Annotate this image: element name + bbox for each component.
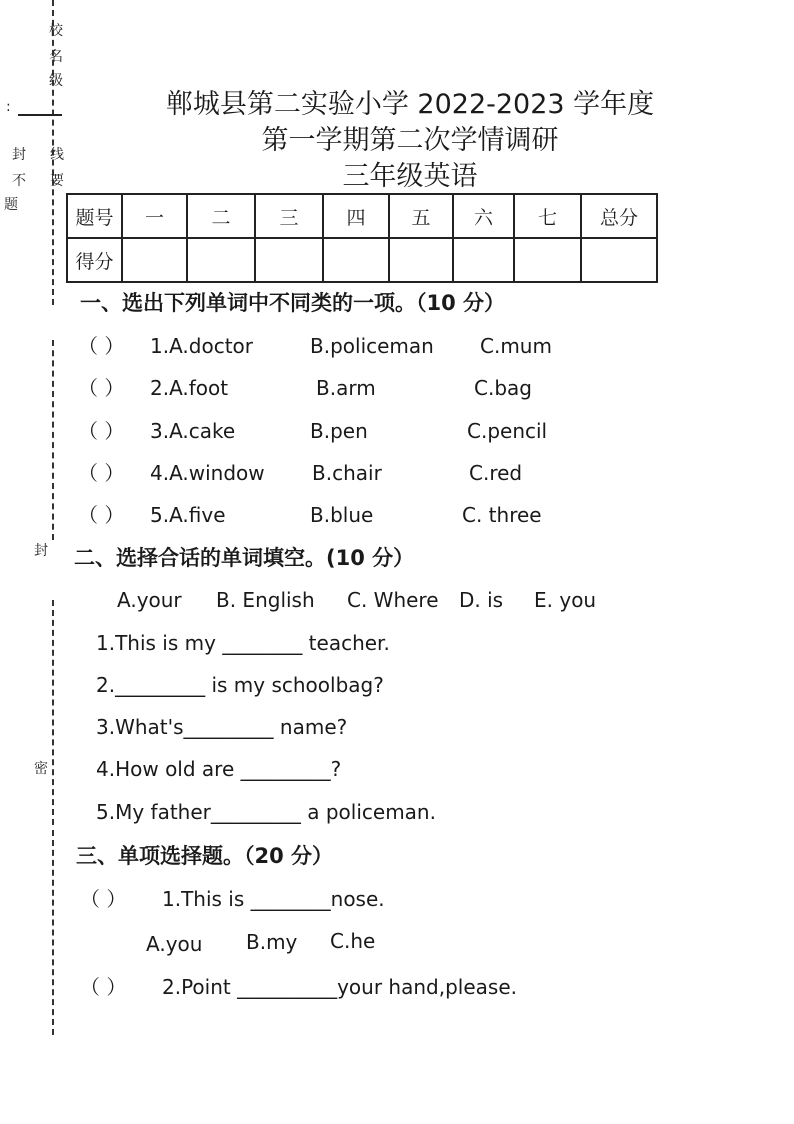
score-value-row	[67, 238, 657, 282]
margin-char-bu: 不	[12, 173, 26, 189]
margin-char-grade: 级	[49, 73, 63, 89]
answer-blank[interactable]: （ ）	[80, 887, 127, 911]
score-input-cell[interactable]	[323, 238, 389, 282]
score-input-cell[interactable]	[581, 238, 657, 282]
s1-q2-option-b: B.arm	[316, 376, 376, 400]
section-2-title: 二、选择合话的单词填空。(10 分）	[74, 546, 415, 570]
margin-char-name: 名	[49, 49, 63, 65]
margin-dash-line-3	[52, 600, 54, 825]
s3-q1-option-c: C.he	[330, 929, 376, 953]
margin-char-xian: 线	[50, 147, 64, 163]
s2-option-a: A.your	[117, 588, 182, 612]
s2-question-5: 5.My father_________ a policeman.	[96, 800, 436, 824]
section-3-title: 三、单项选择题。（20 分）	[76, 844, 334, 868]
s1-q2-option-a: 2.A.foot	[150, 376, 229, 400]
s2-option-b: B. English	[216, 588, 315, 612]
s1-q4-option-c: C.red	[469, 461, 523, 485]
s2-question-1: 1.This is my ________ teacher.	[96, 631, 390, 655]
score-header-cell: 七	[514, 194, 581, 238]
answer-blank[interactable]: （ ）	[80, 975, 127, 999]
s3-question-2: 2.Point __________your hand,please.	[162, 975, 517, 999]
margin-colon: :	[6, 99, 11, 115]
score-header-cell: 一	[122, 194, 187, 238]
score-header-cell: 二	[187, 194, 255, 238]
s2-question-4: 4.How old are _________?	[96, 757, 342, 781]
section-1-title: 一、选出下列单词中不同类的一项。（10 分）	[80, 291, 506, 315]
s2-option-e: E. you	[534, 588, 597, 612]
s1-q2-option-c: C.bag	[474, 376, 532, 400]
score-input-cell[interactable]	[514, 238, 581, 282]
s3-q1-option-a: A.you	[146, 932, 203, 956]
margin-secret-char: 密	[34, 761, 48, 777]
score-header-row	[67, 194, 657, 238]
s1-q1-option-c: C.mum	[480, 334, 552, 358]
answer-blank[interactable]: （ ）	[78, 419, 125, 443]
score-header-cell: 题号	[67, 194, 122, 238]
score-header-cell: 四	[323, 194, 389, 238]
score-header-cell: 三	[255, 194, 323, 238]
margin-char-ti: 题	[4, 197, 18, 213]
answer-blank[interactable]: （ ）	[78, 376, 125, 400]
s1-q3-option-a: 3.A.cake	[150, 419, 236, 443]
margin-char-school: 校	[49, 23, 63, 39]
s1-q5-option-c: C. three	[462, 503, 542, 527]
s3-q1-option-b: B.my	[246, 930, 298, 954]
answer-blank[interactable]: （ ）	[78, 461, 125, 485]
s2-option-c: C. Where	[347, 588, 439, 612]
title-line-3: 三年级英语	[342, 161, 478, 192]
s3-question-1: 1.This is ________nose.	[162, 887, 385, 911]
score-input-cell[interactable]	[187, 238, 255, 282]
score-input-cell[interactable]	[122, 238, 187, 282]
margin-dash-line-2	[52, 340, 54, 540]
s1-q1-option-a: 1.A.doctor	[150, 334, 253, 358]
answer-blank[interactable]: （ ）	[78, 503, 125, 527]
margin-dash-line-4	[52, 830, 54, 1035]
margin-seal-char: 封	[34, 543, 48, 559]
score-row-label: 得分	[67, 238, 122, 282]
s1-q1-option-b: B.policeman	[310, 334, 434, 358]
s2-question-3: 3.What's_________ name?	[96, 715, 348, 739]
margin-char-yao: 要	[50, 173, 64, 189]
s1-q4-option-a: 4.A.window	[150, 461, 265, 485]
score-input-cell[interactable]	[389, 238, 453, 282]
s1-q5-option-a: 5.A.five	[150, 503, 226, 527]
s1-q4-option-b: B.chair	[312, 461, 382, 485]
score-table	[66, 193, 658, 283]
title-line-1: 郸城县第二实验小学 2022-2023 学年度	[165, 89, 655, 120]
s2-option-d: D. is	[459, 588, 504, 612]
s1-q5-option-b: B.blue	[310, 503, 374, 527]
score-header-cell: 六	[453, 194, 514, 238]
score-header-cell: 总分	[581, 194, 657, 238]
title-line-2: 第一学期第二次学情调研	[261, 125, 559, 156]
margin-name-underline	[18, 114, 62, 116]
s1-q3-option-b: B.pen	[310, 419, 368, 443]
s2-question-2: 2._________ is my schoolbag?	[96, 673, 384, 697]
s1-q3-option-c: C.pencil	[467, 419, 548, 443]
score-header-cell: 五	[389, 194, 453, 238]
answer-blank[interactable]: （ ）	[78, 334, 125, 358]
score-input-cell[interactable]	[255, 238, 323, 282]
margin-char-feng: 封	[12, 147, 26, 163]
score-input-cell[interactable]	[453, 238, 514, 282]
